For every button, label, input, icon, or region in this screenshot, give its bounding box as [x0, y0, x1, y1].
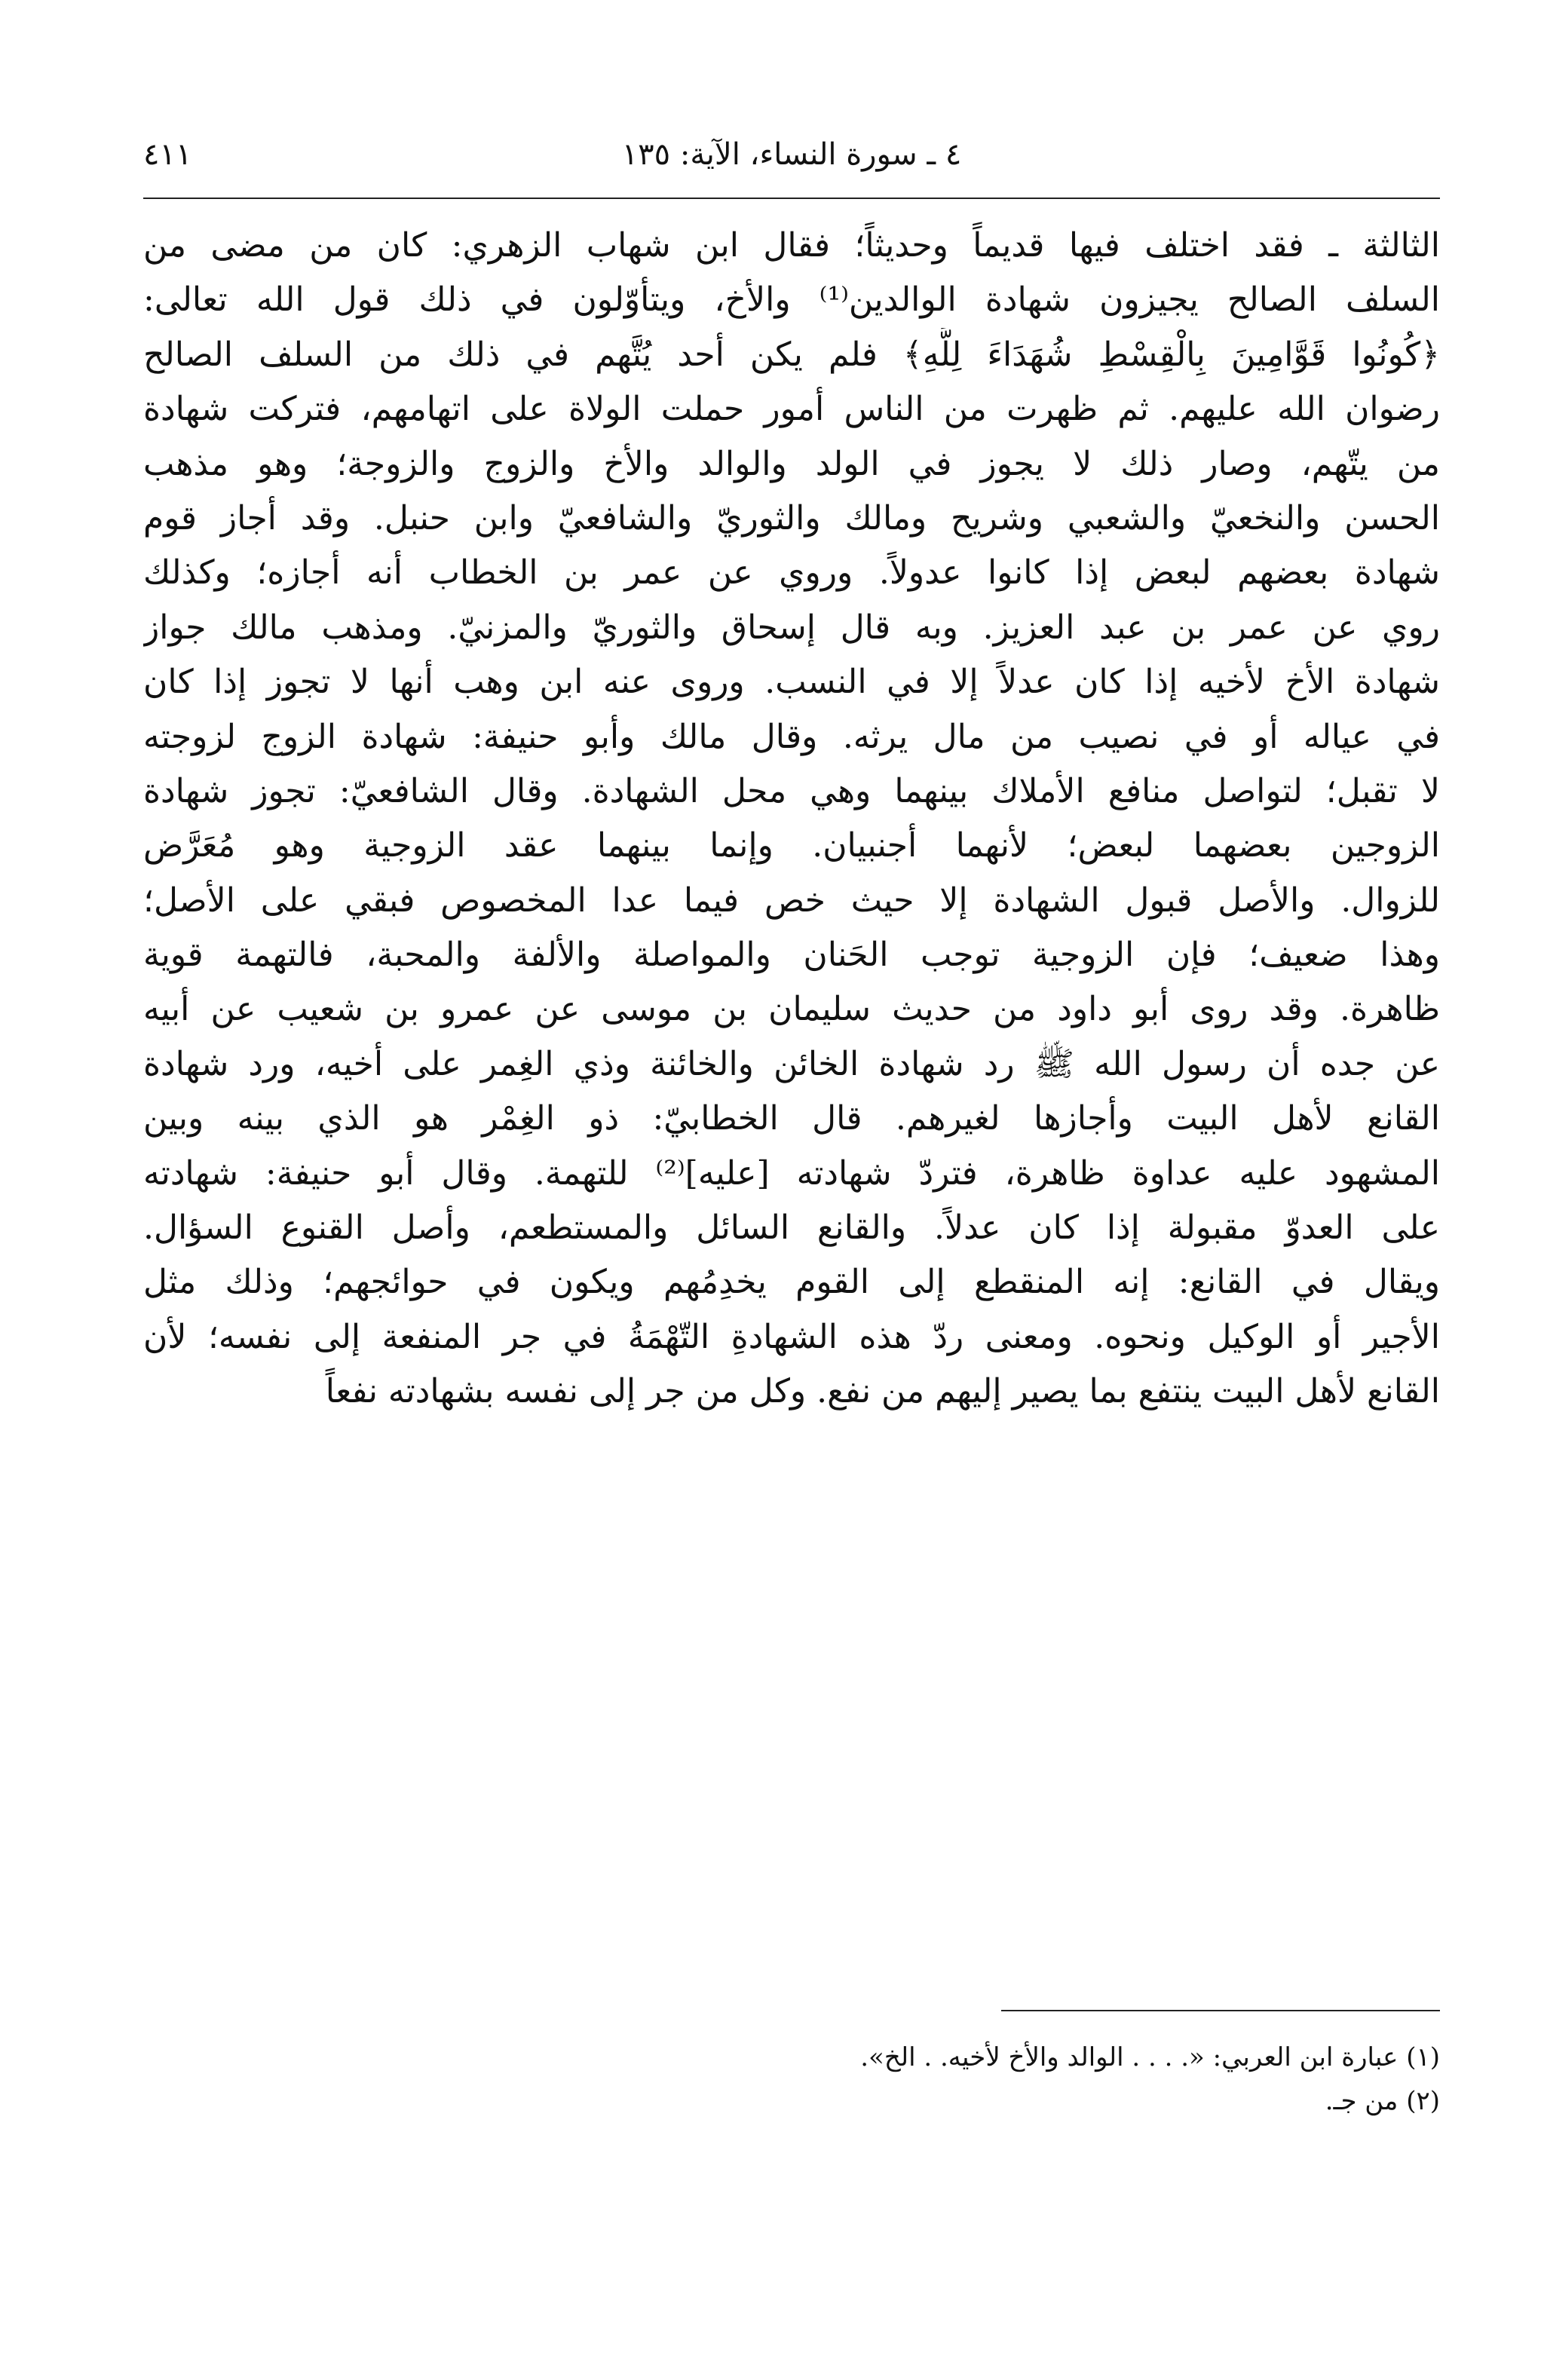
body-line: وهذا ضعيف؛ فإن الزوجية توجب الحَنان والمواصلة والألفة والمحبة، فالتهمة قوية: [143, 936, 1440, 975]
body-line: الزوجين بعضهما لبعض؛ لأنهما أجنبيان. وإنما بينهما عقد الزوجية وهو مُعَرَّض: [143, 826, 1440, 865]
body-line: المشهود عليه عداوة ظاهرة، فتردّ شهادته [عليه]⁽²⁾ للتهمة. وقال أبو حنيفة: شهادته: [143, 1153, 1440, 1193]
body-line: الحسن والنخعيّ والشعبي وشريح ومالك والثوريّ والشافعيّ وابن حنبل. وقد أجاز قوم: [143, 498, 1440, 538]
body-line: الأجير أو الوكيل ونحوه. ومعنى ردّ هذه الشهادةِ التّهْمَةُ في جر المنفعة إلى نفسه؛ لأن: [143, 1317, 1440, 1356]
body-line: ظاهرة. وقد روى أبو داود من حديث سليمان بن موسى عن عمرو بن شعيب عن أبيه: [143, 990, 1440, 1029]
footnote-2: (٢) من جـ.: [1325, 2086, 1440, 2116]
running-header: [143, 128, 1440, 181]
body-line: ويقال في القانع: إنه المنقطع إلى القوم يخدِمُهم ويكون في حوائجهم؛ وذلك مثل: [143, 1263, 1440, 1302]
body-line: شهادة الأخ لأخيه إذا كان عدلاً إلا في النسب. وروى عنه ابن وهب أنها لا تجوز إذا كان: [143, 663, 1440, 702]
body-line: في عياله أو في نصيب من مال يرثه. وقال مالك وأبو حنيفة: شهادة الزوج لزوجته: [143, 717, 1440, 756]
body-line: لا تقبل؛ لتواصل منافع الأملاك بينهما وهي محل الشهادة. وقال الشافعيّ: تجوز شهادة: [143, 771, 1440, 810]
footnote-rule: [1001, 2010, 1440, 2011]
body-line: شهادة بعضهم لبعض إذا كانوا عدولاً. وروي عن عمر بن الخطاب أنه أجازه؛ وكذلك: [143, 553, 1440, 593]
body-line: رضوان الله عليهم. ثم ظهرت من الناس أمور حملت الولاة على اتهامهم، فتركت شهادة: [143, 390, 1440, 429]
body-line: روي عن عمر بن عبد العزيز. وبه قال إسحاق والثوريّ والمزنيّ. ومذهب مالك جواز: [143, 608, 1440, 647]
body-line: القانع لأهل البيت ينتفع بما يصير إليهم من نفع. وكل من جر إلى نفسه بشهادته نفعاً: [325, 1372, 1440, 1411]
body-line: للزوال. والأصل قبول الشهادة إلا حيث خص فيما عدا المخصوص فبقي على الأصل؛: [143, 881, 1440, 920]
footnotes: [143, 2035, 1440, 2123]
running-title: ٤ ـ سورة النساء، الآية: ١٣٥: [621, 137, 962, 172]
body-text: [143, 219, 1440, 1420]
body-line: عن جده أن رسول الله ﷺ رد شهادة الخائن والخائنة وذي الغِمر على أخيه، ورد شهادة: [143, 1044, 1440, 1083]
footnote-1: (١) عبارة ابن العربي: «. . . . الوالد والأخ لأخيه. . الخ».: [860, 2042, 1440, 2072]
header-rule: [143, 198, 1440, 199]
body-line: السلف الصالح يجيزون شهادة الوالدين⁽¹⁾ والأخ، ويتأوّلون في ذلك قول الله تعالى:: [143, 280, 1440, 320]
body-line: من يتّهم، وصار ذلك لا يجوز في الولد والوالد والأخ والزوج والزوجة؛ وهو مذهب: [143, 444, 1440, 483]
body-line: الثالثة ـ فقد اختلف فيها قديماً وحديثاً؛ فقال ابن شهاب الزهري: كان من مضى من: [143, 226, 1440, 265]
body-line: القانع لأهل البيت وأجازها لغيرهم. قال الخطابيّ: ذو الغِمْر هو الذي بينه وبين: [143, 1099, 1440, 1138]
body-line: على العدوّ مقبولة إذا كان عدلاً. والقانع السائل والمستطعم، وأصل القنوع السؤال.: [143, 1208, 1440, 1248]
body-line: ﴿كُونُوا قَوَّامِينَ بِالْقِسْطِ شُهَدَاءَ لِلَّهِ﴾ فلم يكن أحد يُتَّهم في ذلك من السلف الصالح: [143, 335, 1440, 374]
page-number: ٤١١: [143, 137, 192, 172]
